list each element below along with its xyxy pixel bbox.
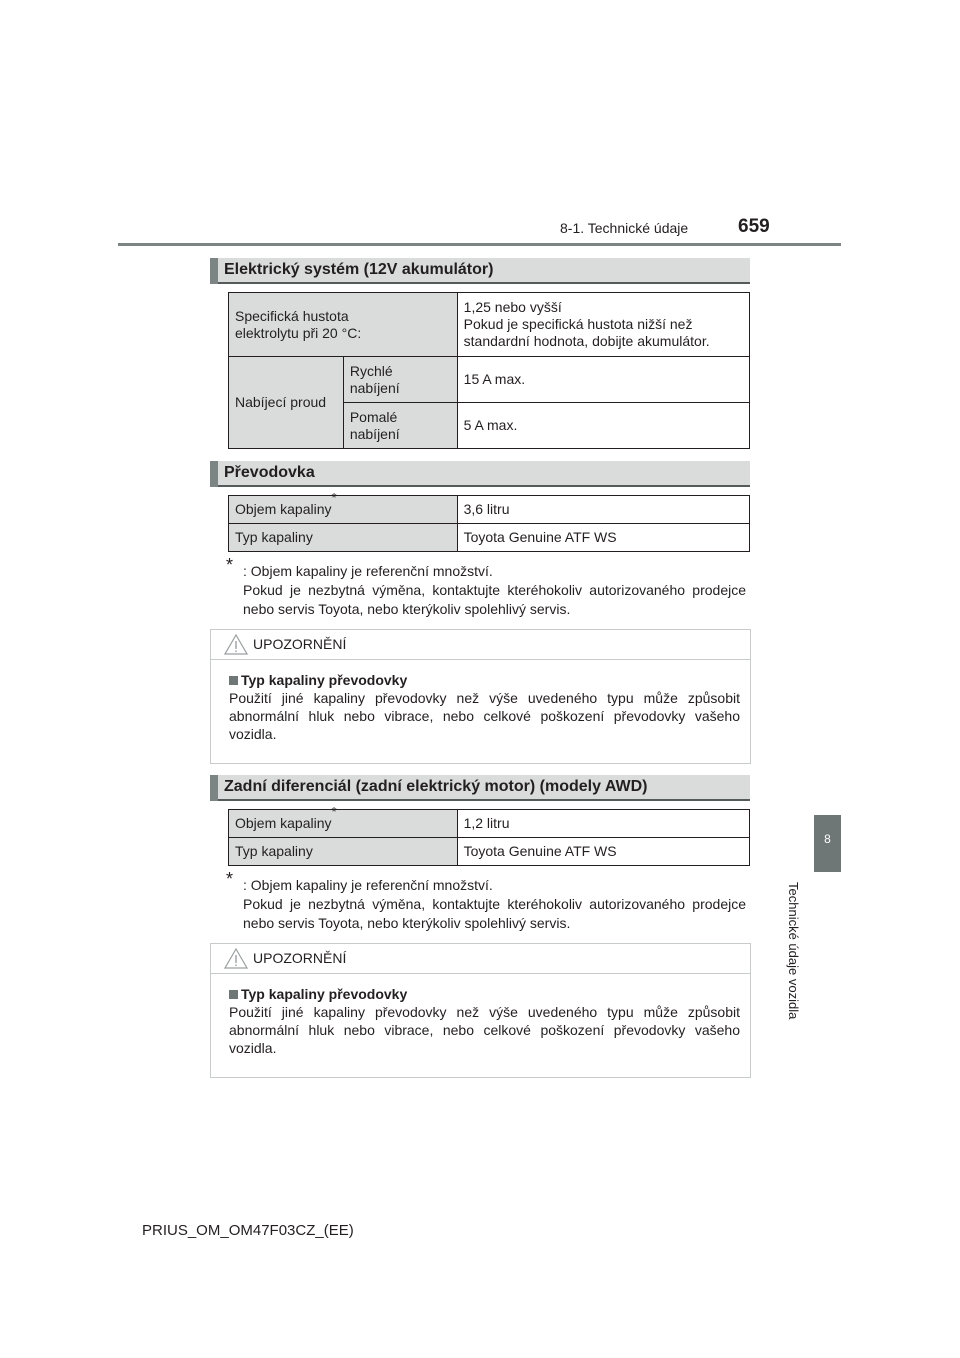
page-number: 659 [738,216,770,237]
fluid-type-value: Toyota Genuine ATF WS [457,524,749,552]
chapter-tab-number[interactable]: 8 [814,815,841,872]
section-title: Zadní diferenciál (zadní elektrický motor) (modely AWD) [224,778,648,795]
footnote-text: Pokud je nezbytná výměna, kontaktujte kteréhokoliv autorizovaného prodejce nebo servis Toyota, nebo kterýkoliv spolehlivý servis. [243,896,746,931]
chapter-tab-label-text: Technické údaje vozidla [786,882,801,1020]
table-row [229,293,750,357]
fluid-capacity-label [229,804,458,838]
fluid-capacity-label [229,490,458,524]
footnote-text: Pokud je nezbytná výměna, kontaktujte kteréhokoliv autorizovaného prodejce nebo servis Toyota, nebo kterýkoliv spolehlivý servis. [243,582,746,617]
table-row [229,496,750,524]
section-title: Převodovka [224,464,315,481]
square-bullet-icon [229,676,238,685]
section-heading-electrical [210,258,750,284]
caution-heading-text: Typ kapaliny převodovky [241,672,408,688]
footnote-line: : Objem kapaliny je referenční množství. [243,563,493,579]
table-row [229,838,750,866]
slow-charge-value: 5 A max. [457,403,749,449]
section-heading-transmission [210,461,750,487]
fluid-type-value: Toyota Genuine ATF WS [457,838,749,866]
fluid-capacity-label-text: Objem kapaliny [235,501,332,517]
caution-text-content: Použití jiné kapaliny převodovky než výše uvedeného typu může způsobit abnormální hluk nebo vibrace, nebo celkové poškození převodovky vašeho vozidla. [229,690,740,742]
table-row [229,357,750,403]
section-breadcrumb: 8-1. Technické údaje [560,220,689,236]
header-divider [118,243,841,246]
warning-triangle-icon [224,634,248,655]
caution-heading [229,671,740,689]
caution-body [211,660,750,759]
rear-diff-spec-table [228,804,750,866]
caution-title: UPOZORNĚNÍ [253,950,347,966]
footnote-star: * [226,555,234,575]
caution-text [229,1003,740,1057]
caution-text [229,689,740,743]
caution-text-content: Použití jiné kapaliny převodovky než výše uvedeného typu může způsobit abnormální hluk nebo vibrace, nebo celkové poškození převodovky vašeho vozidla. [229,1004,740,1056]
fast-charge-value: 15 A max. [457,357,749,403]
fast-charge-label-line: Rychlé [349,362,393,379]
section-title: Elektrický systém (12V akumulátor) [224,261,494,278]
caution-header [211,630,750,660]
density-value-line: standardní hodnota, dobijte akumulátor. [463,333,710,349]
section-heading-rear-differential [210,775,750,801]
density-label-line: elektrolytu při 20 °C: [235,324,362,341]
table-row [229,810,750,838]
caution-title: UPOZORNĚNÍ [253,636,347,652]
caution-box-transmission [210,629,751,764]
caution-heading-text: Typ kapaliny převodovky [241,986,408,1002]
table-row [229,524,750,552]
density-label-cell [229,293,458,357]
slow-charge-label-line: Pomalé [349,408,398,425]
charging-current-label: Nabíjecí proud [229,357,344,449]
warning-triangle-icon [224,948,248,969]
chapter-tab-label [787,882,803,1052]
density-value-cell [457,293,749,357]
footnote-marker: * [331,490,337,505]
density-value-line: Pokud je specifická hustota nižší než [463,316,693,332]
document-code: PRIUS_OM_OM47F03CZ_(EE) [142,1222,354,1239]
fluid-capacity-value: 3,6 litru [457,496,749,524]
caution-box-rear-differential [210,943,751,1078]
density-label-line: Specifická hustota [235,307,349,324]
footnote-transmission [226,555,746,619]
fluid-capacity-value: 1,2 litru [457,810,749,838]
density-value-line: 1,25 nebo vyšší [463,299,562,315]
square-bullet-icon [229,990,238,999]
slow-charge-label-line: nabíjení [349,425,400,442]
electrical-spec-table [228,292,750,449]
transmission-spec-table [228,490,750,552]
slow-charge-label [343,403,457,449]
footnote-line: : Objem kapaliny je referenční množství. [243,877,493,893]
footnote-marker: * [331,804,337,819]
fast-charge-label [343,357,457,403]
footnote-rear-differential [226,869,746,933]
caution-header [211,944,750,974]
fluid-capacity-label-text: Objem kapaliny [235,815,332,831]
caution-body [211,974,750,1073]
fluid-type-label: Typ kapaliny [229,524,458,552]
fast-charge-label-line: nabíjení [349,379,400,396]
footnote-star: * [226,869,234,889]
caution-heading [229,985,740,1003]
fluid-type-label: Typ kapaliny [229,838,458,866]
